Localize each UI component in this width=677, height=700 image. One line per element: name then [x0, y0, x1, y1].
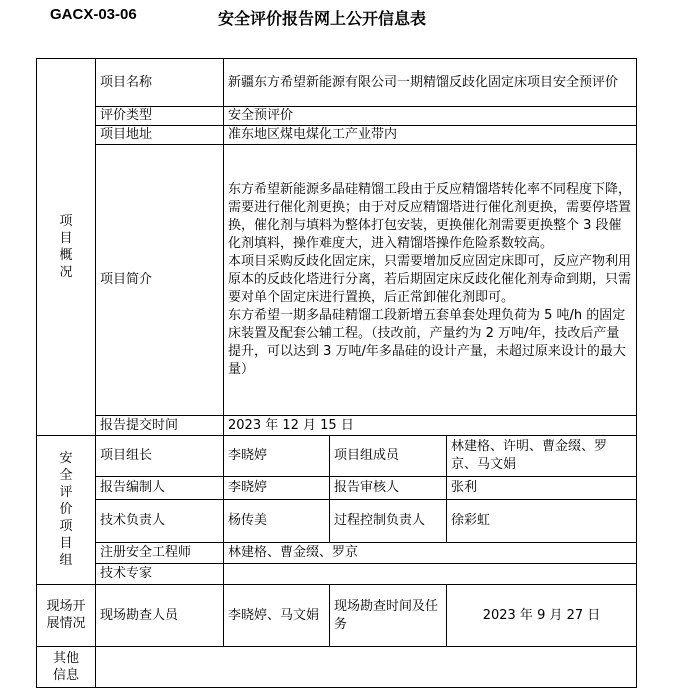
project-address-label: 项目地址: [96, 126, 224, 145]
project-intro-label: 项目简介: [96, 145, 224, 416]
process-lead-value: 徐彩虹: [447, 500, 637, 543]
process-lead-label: 过程控制负责人: [330, 500, 447, 543]
team-members-label: 项目组成员: [330, 436, 447, 477]
tech-lead-label: 技术负责人: [96, 500, 224, 543]
row-tech-lead: [37, 500, 637, 543]
team-leader-label: 项目组长: [96, 436, 224, 477]
row-submit-date: [37, 416, 637, 436]
row-eval-type: [37, 107, 637, 126]
submit-date-value: 2023 年 12 月 15 日: [224, 416, 637, 436]
site-inspectors-value: 李晓婷、马文娟: [224, 585, 330, 647]
row-project-intro: [37, 145, 637, 416]
section-team-label: 安全评价项目组: [59, 451, 73, 568]
site-time-label: 现场勘查时间及任务: [330, 585, 447, 647]
engineer-value: 林建格、曹金缀、罗京: [224, 543, 637, 564]
row-site: [37, 585, 637, 647]
row-project-name: [37, 59, 637, 107]
engineer-label: 注册安全工程师: [96, 543, 224, 564]
page-title: 安全评价报告网上公开信息表: [218, 9, 427, 28]
project-address-value: 准东地区煤电煤化工产业带内: [224, 126, 637, 145]
row-other: [37, 647, 637, 688]
team-leader-value: 李晓婷: [224, 436, 330, 477]
section-site-label: 现场开展情况: [46, 599, 86, 631]
reviewer-value: 张利: [447, 477, 637, 500]
section-team: [37, 436, 96, 585]
reviewer-label: 报告审核人: [330, 477, 447, 500]
row-engineer: [37, 543, 637, 564]
row-expert: [37, 564, 637, 585]
intro-paragraph-1: 东方希望新能源多晶硅精馏工段由于反应精馏塔转化率不同程度下降，需要进行催化剂更换；由于对反应精馏塔进行催化剂更换，需要停塔置换，催化剂与填料为整体打包安装，更换催化剂需要更换整个 3 段催化剂填料，操作难度大，进入精馏塔操作危险系数较高。: [228, 182, 632, 251]
section-site: [37, 585, 96, 647]
tech-lead-value: 杨传美: [224, 500, 330, 543]
section-overview-label: 项目概况: [59, 213, 73, 280]
editor-label: 报告编制人: [96, 477, 224, 500]
expert-value: [224, 564, 637, 585]
project-name-value: 新疆东方希望新能源有限公司一期精馏反歧化固定床项目安全预评价: [224, 59, 637, 107]
submit-date-label: 报告提交时间: [96, 416, 224, 436]
intro-paragraph-2: 本项目采购反歧化固定床，只需要增加反应固定床即可，反应产物利用原本的反歧化塔进行分离，若后期固定床反歧化催化剂寿命到期，只需要对单个固定床进行置换，后正常卸催化剂即可。: [228, 254, 632, 305]
site-time-value: 2023 年 9 月 27 日: [447, 585, 637, 647]
editor-value: 李晓婷: [224, 477, 330, 500]
row-project-address: [37, 126, 637, 145]
site-inspectors-label: 现场勘查人员: [96, 585, 224, 647]
other-value: [96, 647, 637, 688]
intro-paragraph-3: 东方希望一期多晶硅精馏工段新增五套单套处理负荷为 5 吨/h 的固定床装置及配套公辅工程。（技改前，产量约为 2 万吨/年，技改后产量提升，可以达到 3 万吨/年多晶硅的设计产量，未超过原来设计的最大量）: [228, 308, 626, 377]
eval-type-value: 安全预评价: [224, 107, 637, 126]
row-editor: [37, 477, 637, 500]
section-other: [37, 647, 96, 688]
expert-label: 技术专家: [96, 564, 224, 585]
project-intro-value: [224, 145, 637, 416]
project-name-label: 项目名称: [96, 59, 224, 107]
row-team-leader: [37, 436, 637, 477]
info-table: [36, 58, 637, 688]
team-members-value: 林建格、许明、曹金缀、罗京、马文娟: [447, 436, 637, 477]
form-code: GACX-03-06: [50, 6, 137, 23]
section-other-label: 其他信息: [52, 650, 79, 683]
section-overview: [37, 59, 96, 436]
eval-type-label: 评价类型: [96, 107, 224, 126]
